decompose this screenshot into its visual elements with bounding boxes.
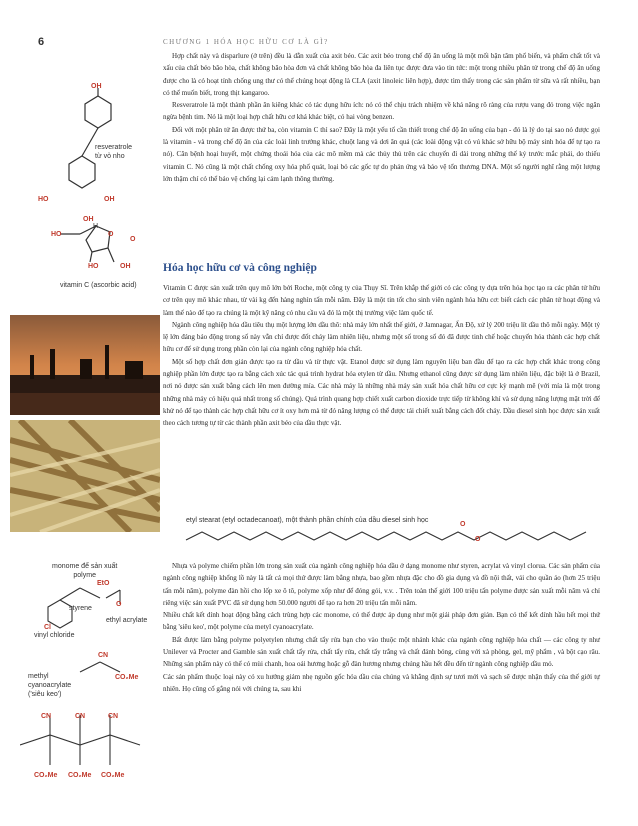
styrene-label: styrene (69, 605, 92, 612)
ethyl-acrylate-label: ethyl acrylate (106, 617, 148, 624)
resveratrol-structure (10, 80, 160, 210)
ester-caption: etyl stearat (etyl octadecanoat), một thành phần chính của dầu diesel sinh học (186, 517, 429, 524)
industry-paragraph: Một số hợp chất đơn giản được tạo ra từ dầu và từ thực vật. Etanol được sử dụng làm nguyên liệu ban đầu để tạo ra các hợp chất khác trong công nghiệp phần lớn được tạo ra bằng cách xúc tác quá trình hydrat hóa etylen từ dầu. Nhưng ethanol cũng được sử dụng làm nhiên liệu, đặc biệt là ở Brazil, nơi nó được sản xuất bằng cách lên men đường mía. Các nhà máy là những nhà máy sản xuất hóa chất hữu cơ cực kỳ mạnh mẽ (với mía là một trong những nhà máy có hiệu quả nhất trong số chúng). Quá trình quang hợp chiết xuất carbon dioxide trực tiếp từ không khí và sử dụng năng lượng mặt trời để khử nó để tạo thành các hợp chất hữu cơ ít oxy hơn mà từ đó năng lượng có thể được tái chiết xuất bằng cách đốt cháy. Dầu diesel sinh học được sản xuất theo cách tương tự từ các thành phần axit béo của dầu thực vật. (163, 357, 600, 428)
industry-paragraph: Vitamin C được sản xuất trên quy mô lớn bởi Roche, một công ty của Thụy Sĩ. Trên khắp thế giới có các công ty dựa trên hóa học tạo ra các phân tử hữu cơ trên quy mô khác nhau, từ vài kg đến hàng nghìn tấn mỗi năm. Đây là một tin tốt cho sinh viên ngành hóa hữu cơ: biết cách các phân tử hoạt động và làm thế nào để tạo ra chúng là một kỹ năng có nhu cầu và đó là một thị trường việc làm quốc tế. (163, 284, 600, 317)
ester-chain (172, 522, 602, 548)
ester-figure (172, 508, 602, 548)
vitamin-c-ho-bottom: HO (88, 263, 99, 270)
vitamin-c-h: H (93, 223, 99, 230)
acrylate-eto: EtO (97, 580, 110, 587)
intro-paragraph: Hợp chất này và disparlure (ở trên) đều là dẫn xuất của axit béo. Các axit béo trong chế độ ăn uống là một mối bận tâm phổ biến, và phẩm chất tốt và xấu của chất béo bão hòa, chất không bão hòa đơn và chất không bão hòa đa liên tục được đưa vào tin tức: một trong nhiều phân tử trong chế độ ăn uống được cho là có hoạt tính chống ung thư có thể chúng hoạt động là CLA (axit linoleic liên hợp), được tìm thấy trong các sản phẩm từ sữa và rất nhiều, bạn có thể muốn biết, trong thịt kangaroo. (163, 52, 600, 97)
running-title: CHƯƠNG 1 HÓA HỌC HỮU CƠ LÀ GÌ? (163, 38, 329, 46)
polymer-cn-1: CN (41, 713, 52, 720)
vitamin-c-ho-left: HO (51, 231, 62, 238)
cyanoacrylate-label: methyl cyanoacrylate ('siêu keo') (28, 673, 72, 698)
intro-text (163, 50, 600, 185)
intro-paragraph: Resveratrole là một thành phần ăn kiêng khác có tác dụng hữu ích: nó có thể chịu trách nhiệm về khả năng rõ ràng của rượu vang đỏ trong việc ngăn ngừa bệnh tim. Nó là một loại hợp chất hữu cơ khá khác biệt, có hai vòng benzen. (163, 101, 600, 122)
vitamin-c-oh: OH (83, 216, 94, 223)
polymer-co2me-2: CO₂Me (68, 772, 92, 779)
polymer-cn-2: CN (75, 713, 86, 720)
vinyl-chloride-cl: Cl (44, 624, 51, 631)
polymer-paragraph: Nhựa và polyme chiếm phần lớn trong sản xuất của ngành công nghiệp hóa dầu ở dạng monome như styren, acrylat và vinyl clorua. Các sản phẩm của ngành công nghiệp khổng lồ này là tất cả mọi thứ được làm bằng nhựa, bao gồm nhựa đặc cho đồ gia dụng và đồ nội thất, vải cho quần áo (hơn 25 triệu tấn mỗi năm), polyme đàn hồi cho lốp xe ô tô, polyme xốp như để đóng gói, v.v. . Trên toàn thế giới 100 triệu tấn polyme được sản xuất mỗi năm và chỉ riêng việc sản xuất PVC đã sử dụng hơn 50.000 người để tạo ra hơn 20 triệu tấn mỗi năm. (163, 562, 600, 607)
polymer-co2me-3: CO₂Me (101, 772, 125, 779)
industry-paragraph: Ngành công nghiệp hóa dầu tiêu thụ một lượng lớn dầu thô: nhà máy lớn nhất thế giới, ở Jamnagar, Ấn Độ, xử lý 200 triệu lít dầu thô mỗi ngày. Một tỷ lệ lớn đáng báo động trong số này vẫn chỉ được đốt cháy làm nhiên liệu, nhưng một số trong số đó đã được tinh chế hoặc chuyển hóa thành các hợp chất hữu cơ để sử dụng trong phần còn lại của ngành công nghiệp hóa chất. (163, 320, 600, 354)
vitamin-c-o-ring: O (108, 231, 114, 238)
resveratrol-oh-right: OH (104, 196, 115, 203)
page-number: 6 (38, 36, 45, 48)
cyanoacrylate-co2me: CO₂Me (115, 674, 139, 681)
cyanoacrylate-cn: CN (98, 652, 109, 659)
polymer-paragraph: Bất được làm bằng polyme polyetylen nhưng chất tẩy rửa bạn cho vào thuộc một nhánh khác của ngành công nghiệp hóa chất — các công ty như Unilever và Procter and Gamble sản xuất chất tẩy rửa, chất tẩy rửa, chất tẩy trắng và chất đánh bóng, cùng với xà phòng, gel, mỹ phẩm , và bột cạo râu. Những sản phẩm này có thể có mùi chanh, hoa oải hương hoặc gỗ đàn hương nhưng chúng hầu hết đều đến từ ngành công nghiệp dầu mỏ. (163, 635, 600, 669)
intro-paragraph: Đối với một phân tử ăn được thứ ba, còn vitamin C thì sao? Đây là một yếu tố cần thiết trong chế độ ăn uống của bạn - đó là lý do tại sao nó được gọi là vitamin - và trong chế độ ăn của các loài linh trưởng khác, chuột lang và dơi ăn quả (các loài động vật có vú khác sở hữu bộ máy sinh hóa để tự tạo ra nó). Căn bệnh hoại huyết, một chứng thoái hóa của các mô mềm mà các thủy thủ trên các chuyến đi dài trong những thế kỷ trước mắc phải, do thiếu vitamin C. Nó cũng là một chất chống oxy hóa phổ quát, loại bỏ các gốc tự do phản ứng và bảo vệ tổn thương DNA. Một số người nghĩ rằng một lượng lớn thậm chí có thể bảo vệ chống lại cảm lạnh thông thường. (163, 125, 600, 183)
ester-o1: O (460, 521, 466, 528)
vinyl-chloride-label: vinyl chloride (34, 632, 75, 639)
ester-o2: O (475, 536, 481, 543)
polymer-cn-3: CN (108, 713, 119, 720)
vitamin-c-oh-bottom: OH (120, 263, 131, 270)
industry-text (163, 282, 600, 430)
vitamin-c-o-carbonyl: O (130, 236, 136, 243)
polymer-co2me-1: CO₂Me (34, 772, 58, 779)
section-title: Hóa học hữu cơ và công nghiệp (163, 262, 317, 274)
vitamin-c-label: vitamin C (ascorbic acid) (60, 282, 137, 289)
monomers-heading: monome để sản xuất polyme (52, 563, 118, 579)
sugarcane-photo (10, 420, 160, 532)
resveratrol-oh-top: OH (91, 83, 102, 90)
polymer-paragraph: Các sản phẩm thuộc loại này có xu hướng giảm nhẹ nguồn gốc hóa dầu của chúng và khẳng định sự tươi mới và sạch sẽ được nhận thấy của thế giới tự nhiên. Họ cũng cố gắng nói với chúng ta, sau khi (163, 672, 600, 693)
resveratrol-label: resveratrole từ vỏ nho (95, 144, 132, 160)
refinery-photo (10, 315, 160, 415)
polymer-paragraph: Nhiều chất kết dính hoạt động bằng cách trùng hợp các monome, có thể được áp dụng như một giải pháp đơn giản. Bạn có thể kết dính hầu hết mọi thứ bằng 'siêu keo', một polyme của metyl cyanoacrylate. (163, 611, 600, 632)
resveratrol-ho-left: HO (38, 196, 49, 203)
polymer-text (163, 560, 600, 695)
acrylate-o: O (116, 601, 122, 608)
